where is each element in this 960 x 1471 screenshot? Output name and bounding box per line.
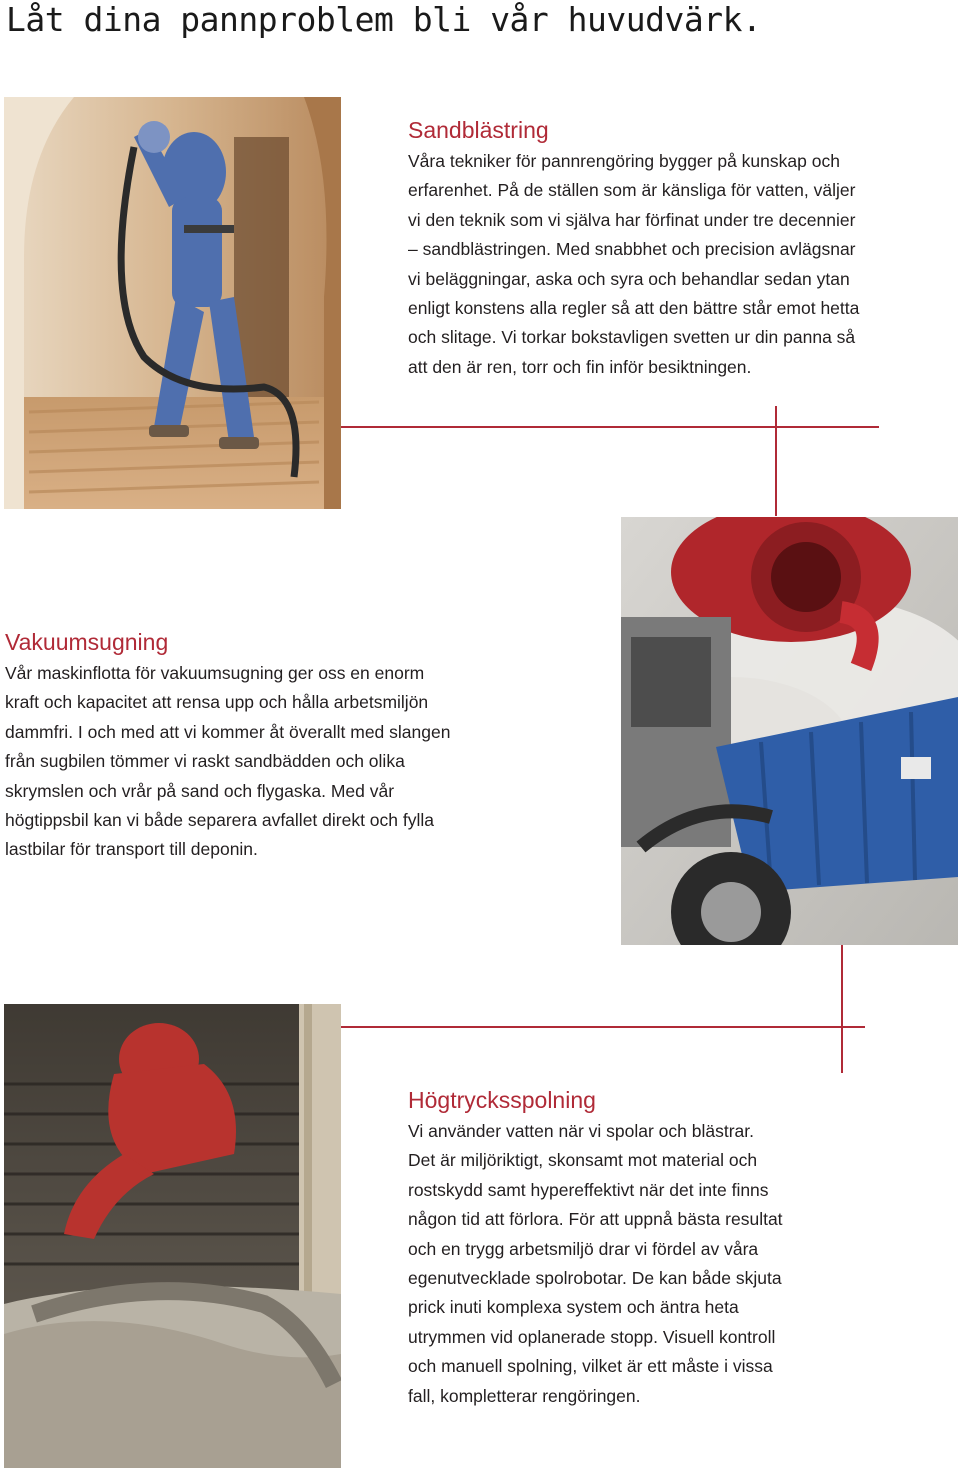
- sandblasting-photo: [4, 97, 341, 509]
- text-line: vi den teknik som vi själva har förfinat under tre decennier: [408, 209, 856, 230]
- text-line: från sugbilen tömmer vi raskt sandbädden och olika: [5, 751, 405, 772]
- text-line: Vi använder vatten när vi spolar och blästrar.: [408, 1121, 754, 1141]
- section-title-vakuumsugning: Vakuumsugning: [5, 629, 169, 655]
- text-line: högtippsbil kan vi både separera avfallet direkt och fylla: [5, 810, 434, 831]
- text-line: fall, kompletterar rengöringen.: [408, 1385, 641, 1406]
- text-line: utrymmen vid oplanerade stopp. Visuell kontroll: [408, 1326, 776, 1347]
- text-line: enligt konstens alla regler så att den bättre står emot hetta: [408, 298, 860, 319]
- high-pressure-washing-photo: [4, 1004, 341, 1468]
- section-body-hogtrycksspolning: [408, 1117, 938, 1411]
- text-line: prick inuti komplexa system och äntra heta: [408, 1297, 739, 1318]
- section-body-sandblastring: [408, 147, 938, 382]
- text-line: att den är ren, torr och fin inför besiktningen.: [408, 356, 752, 377]
- text-line: Våra tekniker för pannrengöring bygger på kunskap och: [408, 151, 840, 171]
- text-line: och manuell spolning, vilket är ett måste i vissa: [408, 1356, 773, 1377]
- text-line: Det är miljöriktigt, skonsamt mot material och: [408, 1150, 758, 1171]
- text-line: – sandblästringen. Med snabbhet och precision avlägsnar: [408, 239, 856, 260]
- vacuum-truck-photo: [621, 517, 958, 945]
- divider-vertical: [841, 945, 843, 1073]
- text-line: egenutvecklade spolrobotar. De kan både skjuta: [408, 1268, 782, 1289]
- text-line: erfarenhet. På de ställen som är känsliga för vatten, väljer: [408, 180, 856, 201]
- text-line: någon tid att förlora. För att uppnå bästa resultat: [408, 1209, 783, 1230]
- section-title-hogtrycksspolning: Högtrycksspolning: [408, 1087, 596, 1113]
- divider-vertical: [775, 406, 777, 516]
- page-headline: Låt dina pannproblem bli vår huvudvärk.: [6, 0, 762, 39]
- section-body-vakuumsugning: [5, 659, 605, 865]
- text-line: Vår maskinflotta för vakuumsugning ger oss en enorm: [5, 663, 425, 683]
- section-title-sandblastring: Sandblästring: [408, 117, 549, 143]
- text-line: vi beläggningar, aska och syra och behandlar sedan ytan: [408, 268, 850, 289]
- text-line: lastbilar för transport till deponin.: [5, 839, 258, 860]
- text-line: rostskydd samt hypereffektivt när det inte finns: [408, 1179, 769, 1200]
- divider-horizontal: [341, 426, 879, 428]
- divider-horizontal: [341, 1026, 865, 1028]
- text-line: kraft och kapacitet att rensa upp och hålla arbetsmiljön: [5, 692, 429, 713]
- text-line: och slitage. Vi torkar bokstavligen svetten ur din panna så: [408, 327, 856, 348]
- text-line: och en trygg arbetsmiljö drar vi fördel av våra: [408, 1238, 759, 1259]
- text-line: skrymslen och vrår på sand och flygaska. Med vår: [5, 780, 395, 801]
- text-line: dammfri. I och med att vi kommer åt överallt med slangen: [5, 721, 451, 742]
